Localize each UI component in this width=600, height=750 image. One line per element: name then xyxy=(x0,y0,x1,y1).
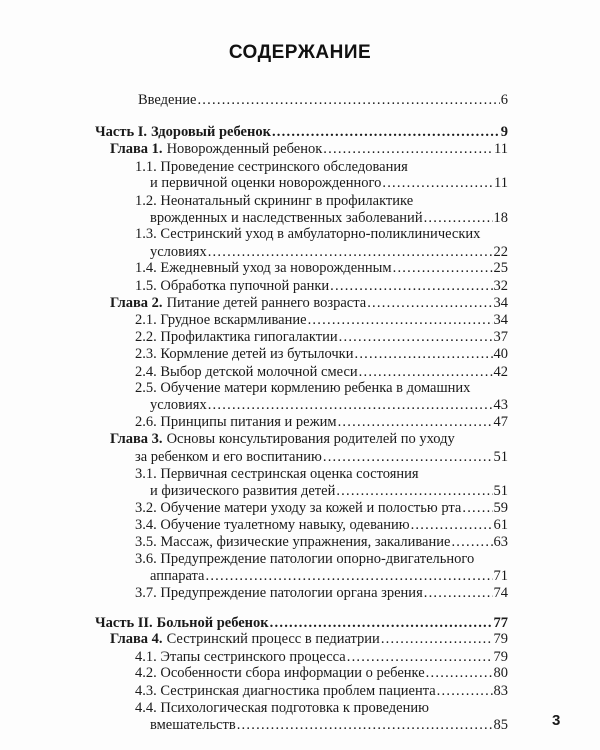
leader-dots xyxy=(237,715,493,735)
leader-dots xyxy=(424,583,493,603)
toc-chapter-label: Глава 3. xyxy=(110,431,163,448)
toc-entry-text: 4.3. Сестринская диагностика проблем пациента xyxy=(135,682,436,699)
toc-page-number: 61 xyxy=(493,517,508,534)
toc-entry-text: 4.2. Особенности сбора информации о ребенке xyxy=(135,665,425,682)
toc-entry-text: 2.4. Выбор детской молочной смеси xyxy=(135,363,358,380)
toc-entry-text: 1.1. Проведение сестринского обследования xyxy=(135,158,408,175)
toc-page-number: 11 xyxy=(494,175,508,192)
toc-entry-text: 1.4. Ежедневный уход за новорожденным xyxy=(135,260,392,277)
toc-page-number: 80 xyxy=(493,665,508,682)
toc-page-number: 42 xyxy=(493,363,508,380)
toc-entry-intro[interactable] xyxy=(138,90,508,110)
toc-entry-text: 4.1. Этапы сестринского процесса xyxy=(135,648,346,665)
toc-entry-text: и первичной оценки новорожденного xyxy=(150,175,382,192)
toc-part-title: Здоровый ребенок xyxy=(151,123,271,140)
toc-page-number: 6 xyxy=(500,92,508,108)
toc-page-number: 34 xyxy=(493,312,508,329)
toc-entry-text: врожденных и наследственных заболеваний xyxy=(150,209,423,226)
leader-dots xyxy=(197,90,499,110)
toc-page-number: 51 xyxy=(493,448,508,465)
toc-entry-text: 2.1. Грудное вскармливание xyxy=(135,312,307,329)
toc-page-number: 22 xyxy=(493,243,508,260)
toc-page-number: 34 xyxy=(493,295,508,311)
page-title: СОДЕРЖАНИЕ xyxy=(228,42,372,63)
toc-part-label: Часть I. xyxy=(95,123,148,140)
toc-page-number: 18 xyxy=(493,209,508,226)
toc-entry-text: 2.6. Принципы питания и режим xyxy=(135,413,337,430)
toc-entry-text: 3.4. Обучение туалетному навыку, одеванию xyxy=(135,517,410,534)
toc-entry-text: и физического развития детей xyxy=(150,482,336,499)
toc-entry-text: 1.5. Обработка пупочной ранки xyxy=(135,277,330,294)
toc-entry-text: Введение xyxy=(138,92,197,108)
toc-page-number: 11 xyxy=(494,141,508,158)
toc-entry-text: 1.3. Сестринский уход в амбулаторно-поликлинических xyxy=(135,226,481,243)
toc-entry-text: 2.3. Кормление детей из бутылочки xyxy=(135,346,354,363)
toc-chapter-title: Основы консультирования родителей по уходу xyxy=(166,431,455,448)
toc-chapter-label: Глава 2. xyxy=(110,295,163,311)
toc-page-number: 47 xyxy=(493,413,508,430)
toc-entry-text: 4.4. Психологическая подготовка к проведению xyxy=(135,700,429,716)
toc-chapter-title: за ребенком и его воспитанию xyxy=(135,448,322,465)
toc-page-number: 63 xyxy=(493,533,508,550)
toc-entry-3-7[interactable] xyxy=(135,583,508,603)
toc-entry-text: условиях xyxy=(150,243,207,260)
toc-entry-text: 3.1. Первичная сестринская оценка состояния xyxy=(135,466,419,483)
toc-entry-text: 1.2. Неонатальный скрининг в профилактике xyxy=(135,192,414,209)
toc-chapter-label: Глава 4. xyxy=(110,631,163,648)
toc-page-number: 83 xyxy=(493,682,508,699)
toc-entry-text: 3.6. Предупреждение патологии опорно-двигательного xyxy=(135,551,475,568)
toc-chapter-title: Сестринский процесс в педиатрии xyxy=(166,631,380,648)
toc-page-number: 51 xyxy=(493,482,508,499)
toc-entry-text: условиях xyxy=(150,397,207,414)
toc-page-number: 85 xyxy=(493,717,508,733)
toc-entry-text: 2.2. Профилактика гипогалактии xyxy=(135,328,338,345)
page-number: 3 xyxy=(552,712,561,729)
toc-entry-4-4-line2[interactable] xyxy=(150,715,508,735)
toc-entry-text: 2.5. Обучение матери кормлению ребенка в домашних xyxy=(135,380,471,397)
toc-entry-text: 3.2. Обучение матери уходу за кожей и полостью рта xyxy=(135,499,462,516)
toc-entry-text: вмешательств xyxy=(150,717,236,733)
toc-page-number: 74 xyxy=(493,585,508,601)
toc-page-number: 37 xyxy=(493,328,508,345)
toc-page-number: 43 xyxy=(493,397,508,414)
toc-part-title: Больной ребенок xyxy=(156,614,269,631)
toc-page-number: 9 xyxy=(500,123,508,140)
toc-page-number: 25 xyxy=(493,260,508,277)
toc-page-number: 79 xyxy=(493,631,508,648)
toc-part-label: Часть II. xyxy=(95,614,153,631)
toc-chapter-label: Глава 1. xyxy=(110,141,163,158)
toc-page-number: 32 xyxy=(493,277,508,294)
toc-entry-text: аппарата xyxy=(150,567,205,584)
toc-page-number: 40 xyxy=(493,346,508,363)
toc-page-number: 79 xyxy=(493,648,508,665)
toc-entry-text: 3.7. Предупреждение патологии органа зрения xyxy=(135,585,423,601)
toc-page-number: 71 xyxy=(493,567,508,584)
toc-page-number: 59 xyxy=(493,499,508,516)
toc-chapter-title: Питание детей раннего возраста xyxy=(166,295,367,311)
toc-entry-text: 3.5. Массаж, физические упражнения, закаливание xyxy=(135,533,451,550)
toc-page-number: 77 xyxy=(493,614,508,631)
toc-chapter-title: Новорожденный ребенок xyxy=(166,141,323,158)
